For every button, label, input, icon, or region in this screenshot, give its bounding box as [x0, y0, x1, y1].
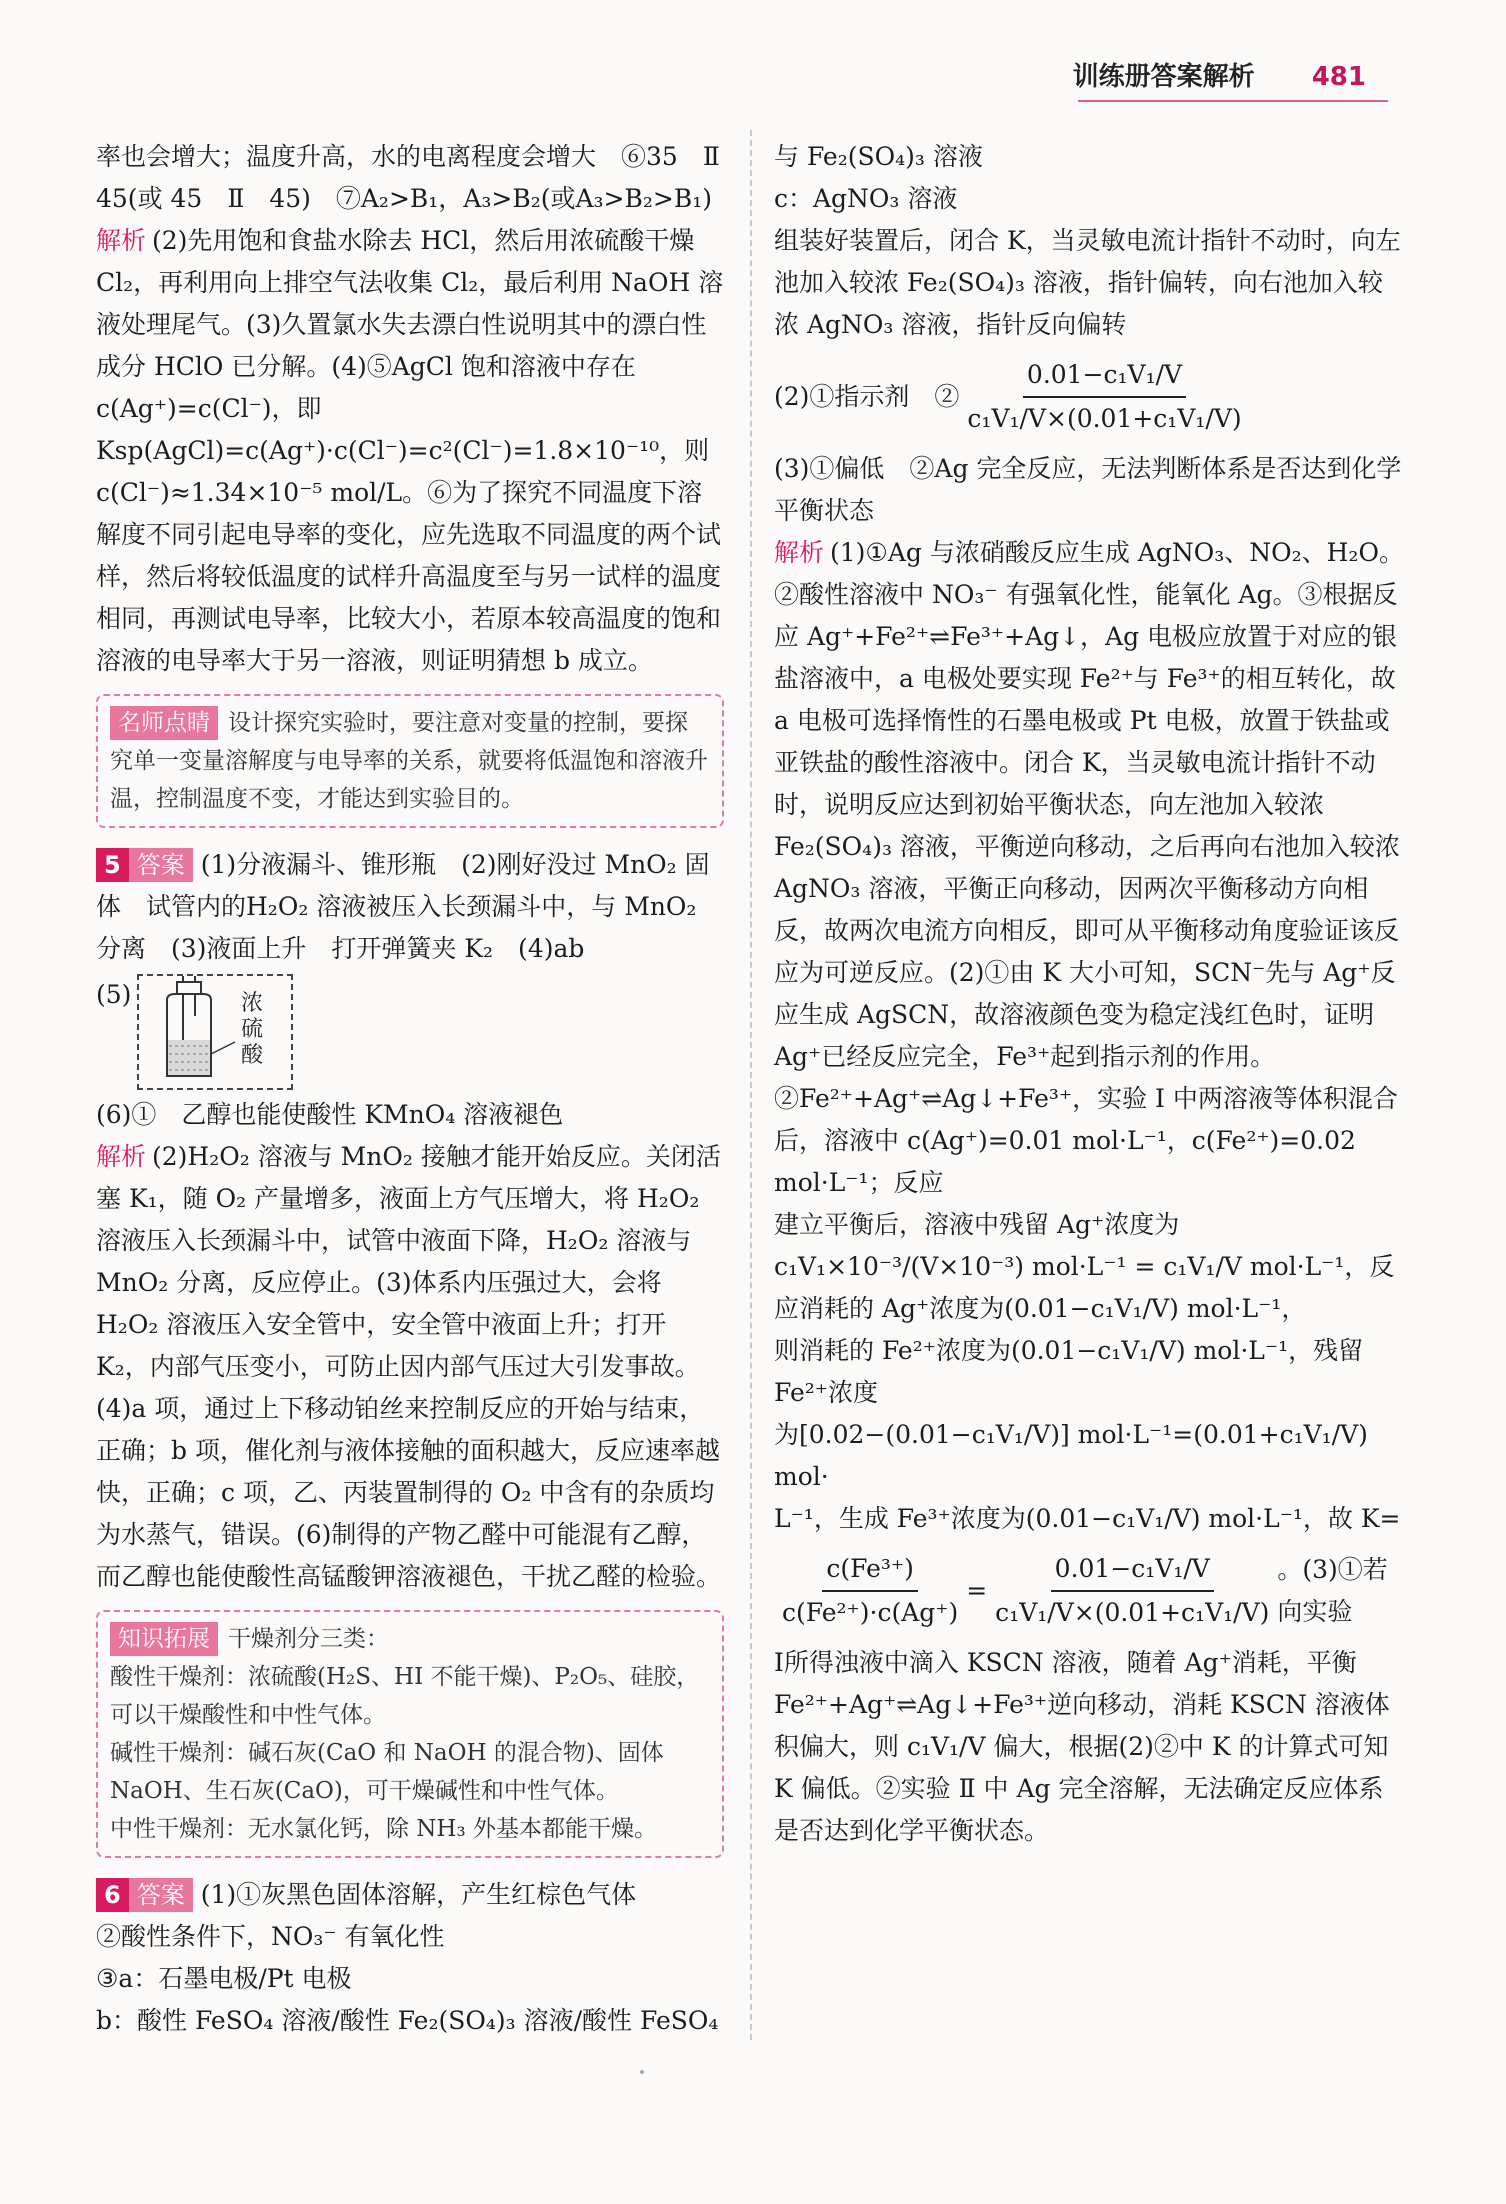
explanation-text: (2)H₂O₂ 溶液与 MnO₂ 接触才能开始反应。关闭活塞 K₁，随 O₂ 产量增多，液面上方气压增大，将 H₂O₂ 溶液压入长颈漏斗中，试管中液面下降，H₂O₂ 溶液与 MnO₂ 分离，反应停止。(3)体系内压强过大，会将 H₂O₂ 溶液压入安全管中，安全管中液面上升；打开 K₂，内部气压变小，可防止因内部气压过大引发事故。(4)a 项，通过上下移动铂丝来控制反应的开始与结束，正确；b 项，催化剂与液体接触的面积越大，反应速率越快，正确；c 项，乙、丙装置制得的 O₂ 中含有的杂质均为水蒸气，错误。(6)制得的产物乙醛中可能混有乙醇，而乙醇也能使酸性高锰酸钾溶液褪色，干扰乙醛的检验。 — [96, 1142, 722, 1591]
answer-formula-row — [774, 354, 1406, 440]
bottle-drawing — [139, 976, 291, 1088]
right-column — [774, 136, 1406, 1852]
knowledge-item: 酸性干燥剂：浓硫酸(H₂S、HI 不能干燥)、P₂O₅、硅胶，可以干燥酸性和中性气体。 — [110, 1664, 700, 1728]
teacher-tip-text: 设计探究实验时，要注意对变量的控制，要探究单一变量溶解度与电导率的关系，就要将低温饱和溶液升温，控制温度不变，才能达到实验目的。 — [110, 710, 708, 812]
explanation-line: L⁻¹，生成 Fe³⁺浓度为(0.01−c₁V₁/V) mol·L⁻¹，故 K= — [774, 1504, 1401, 1533]
question-number-badge: 5 — [96, 848, 129, 882]
fraction-numerator: 0.01−c₁V₁/V — [1051, 1548, 1214, 1592]
answer-badge: 答案 — [129, 1878, 193, 1912]
answer-6 — [96, 1874, 724, 1916]
header-rule — [1078, 100, 1388, 102]
k-formula-row — [774, 1548, 1406, 1634]
explanation-text: (1)①Ag 与浓硝酸反应生成 AgNO₃、NO₂、H₂O。②酸性溶液中 NO₃⁻ 有强氧化性，能氧化 Ag。③根据反应 Ag⁺+Fe²⁺⇌Fe³⁺+Ag↓，Ag 电极应放置于对应的银盐溶液中，a 电极处要实现 Fe²⁺与 Fe³⁺的相互转化，故 a 电极可选择惰性的石墨电极或 Pt 电极，放置于铁盐或亚铁盐的酸性溶液中。闭合 K，当灵敏电流计指针不动时，说明反应达到初始平衡状态，向左池加入较浓 Fe₂(SO₄)₃ 溶液，平衡逆向移动，之后再向右池加入较浓 AgNO₃ 溶液，平衡正向移动，因两次平衡移动方向相反，故两次电流方向相反，即可从平衡移动角度验证该反应为可逆反应。(2)①由 K 大小可知，SCN⁻先与 Ag⁺反应生成 AgSCN，故溶液颜色变为稳定浅红色时，证明 Ag⁺已经反应完全，Fe³⁺起到指示剂的作用。②Fe²⁺+Ag⁺⇌Ag↓+Fe³⁺，实验 Ⅰ 中两溶液等体积混合后，溶液中 c(Ag⁺)=0.01 mol·L⁻¹，c(Fe²⁺)=0.02 mol·L⁻¹；反应 — [774, 538, 1404, 1197]
text-line: ③a：石墨电极/Pt 电极 — [96, 1964, 352, 1993]
fraction — [963, 354, 1245, 440]
fraction-numerator: c(Fe³⁺) — [822, 1548, 918, 1592]
explanation-line: 建立平衡后，溶液中残留 Ag⁺浓度为 c₁V₁×10⁻³/(V×10⁻³) mol·L⁻¹ = c₁V₁/V mol·L⁻¹，反应消耗的 Ag⁺浓度为(0.01−c₁V₁/V) mol·L⁻¹， — [774, 1210, 1395, 1323]
explanation-label: 解析 — [774, 538, 825, 567]
figure-label-char: 硫 — [241, 1017, 264, 1042]
fraction-numerator: 0.01−c₁V₁/V — [1023, 354, 1186, 398]
page-header — [1073, 56, 1366, 93]
text-line: ②酸性条件下，NO₃⁻ 有氧化性 — [96, 1922, 445, 1951]
gas-washing-bottle-figure — [137, 974, 293, 1090]
sub-question-label: (5) — [96, 980, 132, 1009]
question-number-badge: 6 — [96, 1878, 129, 1912]
figure-label-char: 酸 — [241, 1043, 264, 1068]
page-mark — [640, 2070, 644, 2074]
equals-sign: = — [966, 1576, 988, 1605]
left-column — [96, 136, 724, 2042]
text-line: (6)① 乙醇也能使酸性 KMnO₄ 溶液褪色 — [96, 1100, 564, 1129]
explanation-line: Ⅰ所得浊液中滴入 KSCN 溶液，随着 Ag⁺消耗，平衡 Fe²⁺+Ag⁺⇌Ag↓+Fe³⁺逆向移动，消耗 KSCN 溶液体积偏大，则 c₁V₁/V 偏大，根据(2)②中 K 的计算式可知 K 偏低。②实验 Ⅱ 中 Ag 完全溶解，无法确定反应体系是否达到化学平衡状态。 — [774, 1648, 1390, 1845]
knowledge-item: 碱性干燥剂：碱石灰(CaO 和 NaOH 的混合物)、固体 NaOH、生石灰(CaO)，可干燥碱性和中性气体。 — [110, 1740, 664, 1804]
fraction-denominator: c₁V₁/V×(0.01+c₁V₁/V) — [967, 404, 1242, 433]
teacher-tip-box — [96, 694, 724, 828]
answer-5 — [96, 844, 724, 970]
formula-prefix: (2)①指示剂 ② — [774, 382, 960, 411]
header-title: 训练册答案解析 — [1072, 62, 1255, 92]
text-line: c：AgNO₃ 溶液 — [774, 184, 958, 213]
explanation-line: 则消耗的 Fe²⁺浓度为(0.01−c₁V₁/V) mol·L⁻¹，残留 Fe²⁺浓度 — [774, 1336, 1364, 1407]
fraction — [991, 1548, 1273, 1634]
explanation-line: 为[0.02−(0.01−c₁V₁/V)] mol·L⁻¹=(0.01+c₁V₁/V) mol· — [774, 1420, 1368, 1491]
formula-tail: 。(3)①若向实验 — [1277, 1555, 1388, 1626]
fraction-denominator: c(Fe²⁺)·c(Ag⁺) — [782, 1598, 959, 1627]
knowledge-item: 中性干燥剂：无水氯化钙，除 NH₃ 外基本都能干燥。 — [110, 1816, 658, 1842]
text-line: 率也会增大；温度升高，水的电离程度会增大 ⑥35 Ⅱ — [96, 142, 720, 171]
text-line: b：酸性 FeSO₄ 溶液/酸性 Fe₂(SO₄)₃ 溶液/酸性 FeSO₄ — [96, 2006, 719, 2035]
figure-label-char: 浓 — [241, 991, 264, 1016]
answer-badge: 答案 — [129, 848, 193, 882]
answer-text: (1)①灰黑色固体溶解，产生红棕色气体 — [200, 1880, 637, 1909]
answer-text: (1)分液漏斗、锥形瓶 (2)刚好没过 MnO₂ 固体 试管内的H₂O₂ 溶液被压入长颈漏斗中，与 MnO₂ 分离 (3)液面上升 打开弹簧夹 K₂ (4)ab — [96, 850, 710, 963]
explanation-label: 解析 — [96, 1142, 147, 1171]
explanation-paragraph — [96, 220, 724, 682]
knowledge-badge: 知识拓展 — [110, 1622, 218, 1656]
page-number: 481 — [1311, 62, 1366, 92]
knowledge-heading: 干燥剂分三类： — [228, 1626, 389, 1652]
text-line: 45(或 45 Ⅱ 45) ⑦A₂>B₁，A₃>B₂(或A₃>B₂>B₁) — [96, 184, 712, 213]
explanation-paragraph — [96, 1136, 724, 1598]
fraction — [778, 1548, 962, 1634]
knowledge-box — [96, 1610, 724, 1858]
answer-5-figure-row — [96, 974, 724, 1090]
column-divider — [750, 130, 752, 2040]
explanation-paragraph — [774, 532, 1406, 1204]
explanation-label: 解析 — [96, 226, 147, 255]
text-line: 与 Fe₂(SO₄)₃ 溶液 — [774, 142, 983, 171]
text-paragraph: 组装好装置后，闭合 K，当灵敏电流计指针不动时，向左池加入较浓 Fe₂(SO₄)₃ 溶液，指针偏转，向右池加入较浓 AgNO₃ 溶液，指针反向偏转 — [774, 226, 1401, 339]
fraction-denominator: c₁V₁/V×(0.01+c₁V₁/V) — [995, 1598, 1270, 1627]
text-paragraph: (3)①偏低 ②Ag 完全反应，无法判断体系是否达到化学平衡状态 — [774, 454, 1402, 525]
explanation-text: (2)先用饱和食盐水除去 HCl，然后用浓硫酸干燥 Cl₂，再利用向上排空气法收集 Cl₂，最后利用 NaOH 溶液处理尾气。(3)久置氯水失去漂白性说明其中的漂白性成分 HClO 已分解。(4)⑤AgCl 饱和溶液中存在 c(Ag⁺)=c(Cl⁻)，即 Ksp(AgCl)=c(Ag⁺)·c(Cl⁻)=c²(Cl⁻)=1.8×10⁻¹⁰，则 c(Cl⁻)≈1.34×10⁻⁵ mol/L。⑥为了探究不同温度下溶解度不同引起电导率的变化，应先选取不同温度的两个试样，然后将较低温度的试样升高温度至与另一试样的温度相同，再测试电导率，比较大小，若原本较高温度的饱和溶液的电导率大于另一溶液，则证明猜想 b 成立。 — [96, 226, 724, 675]
teacher-tip-badge: 名师点睛 — [110, 706, 218, 740]
